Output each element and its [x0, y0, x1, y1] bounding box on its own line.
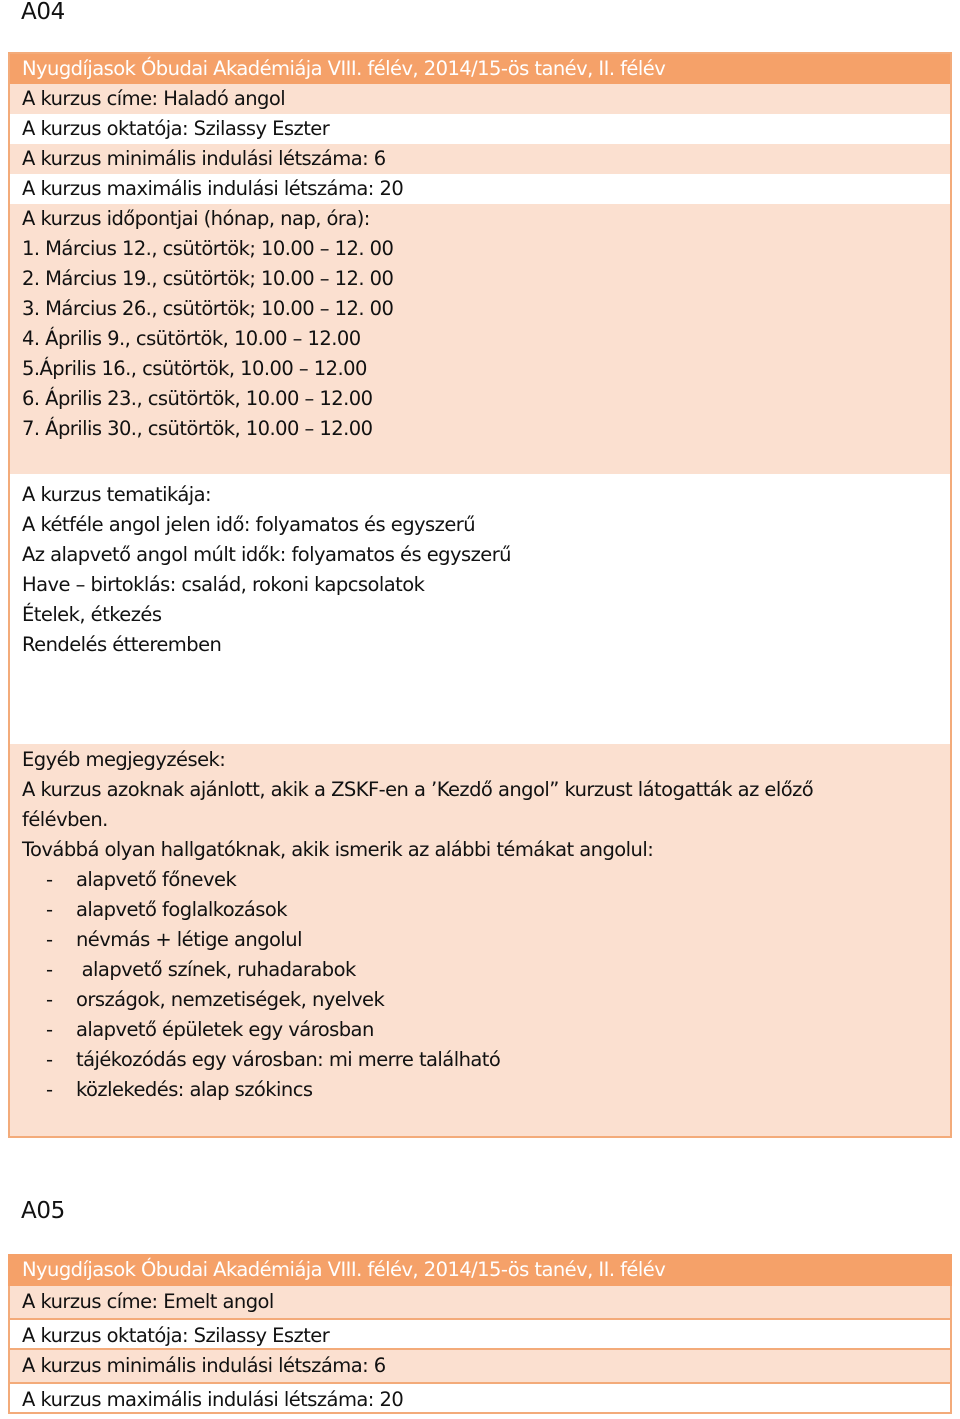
notes-block	[10, 744, 950, 1136]
schedule-item: 1. Március 12., csütörtök; 10.00 – 12. 00	[22, 237, 394, 260]
topic-item: A kétféle angol jelen idő: folyamatos és egyszerű	[22, 513, 476, 536]
notes-list-item: - tájékozódás egy városban: mi merre található	[46, 1048, 501, 1071]
notes-list-item: - névmás + létige angolul	[46, 928, 302, 951]
notes-label: Egyéb megjegyzések:	[22, 748, 226, 771]
course-min-size: A kurzus minimális indulási létszáma: 6	[10, 144, 950, 174]
course-title: A kurzus címe: Emelt angol	[8, 1286, 952, 1318]
notes-list-item: - alapvető főnevek	[46, 868, 237, 891]
schedule-item: 3. Március 26., csütörtök; 10.00 – 12. 00	[22, 297, 394, 320]
topic-item: Rendelés étteremben	[22, 633, 222, 656]
topics-label: A kurzus tematikája:	[22, 483, 212, 506]
notes-list-item: - alapvető foglalkozások	[46, 898, 287, 921]
course-teacher: A kurzus oktatója: Szilassy Eszter	[10, 114, 950, 144]
notes-list-item: - alapvető színek, ruhadarabok	[46, 958, 356, 981]
schedule-item: 6. Április 23., csütörtök, 10.00 – 12.00	[22, 387, 373, 410]
course-min-size: A kurzus minimális indulási létszáma: 6	[8, 1350, 952, 1382]
notes-list-item: - országok, nemzetiségek, nyelvek	[46, 988, 385, 1011]
course-code-a04: A04	[21, 0, 65, 25]
notes-list-item: - alapvető épületek egy városban	[46, 1018, 374, 1041]
topics-block	[10, 474, 950, 744]
topic-item: Have – birtoklás: család, rokoni kapcsolatok	[22, 573, 425, 596]
schedule-label: A kurzus időpontjai (hónap, nap, óra):	[22, 207, 370, 230]
course-table-a05	[8, 1254, 952, 1414]
topic-item: Ételek, étkezés	[22, 603, 162, 626]
schedule-item: 2. Március 19., csütörtök; 10.00 – 12. 00	[22, 267, 394, 290]
table-header: Nyugdíjasok Óbudai Akadémiája VIII. félév, 2014/15-ös tanév, II. félév	[8, 1254, 952, 1286]
schedule-item: 4. Április 9., csütörtök, 10.00 – 12.00	[22, 327, 361, 350]
course-teacher: A kurzus oktatója: Szilassy Eszter	[8, 1318, 952, 1350]
schedule-block	[10, 204, 950, 474]
notes-line: A kurzus azoknak ajánlott, akik a ZSKF-en a ’Kezdő angol” kurzust látogatták az előző félévben.	[22, 778, 814, 831]
notes-list-item: - közlekedés: alap szókincs	[46, 1078, 313, 1101]
schedule-item: 5.Április 16., csütörtök, 10.00 – 12.00	[22, 357, 367, 380]
topic-item: Az alapvető angol múlt idők: folyamatos és egyszerű	[22, 543, 511, 566]
course-max-size: A kurzus maximális indulási létszáma: 20	[10, 174, 950, 204]
notes-line: Továbbá olyan hallgatóknak, akik ismerik az alábbi témákat angolul:	[22, 838, 654, 861]
course-title: A kurzus címe: Haladó angol	[10, 84, 950, 114]
table-header: Nyugdíjasok Óbudai Akadémiája VIII. félév, 2014/15-ös tanév, II. félév	[10, 54, 950, 84]
course-table-a04	[8, 52, 952, 1138]
schedule-item: 7. Április 30., csütörtök, 10.00 – 12.00	[22, 417, 373, 440]
course-code-a05: A05	[21, 1198, 65, 1224]
course-max-size: A kurzus maximális indulási létszáma: 20	[8, 1382, 952, 1414]
